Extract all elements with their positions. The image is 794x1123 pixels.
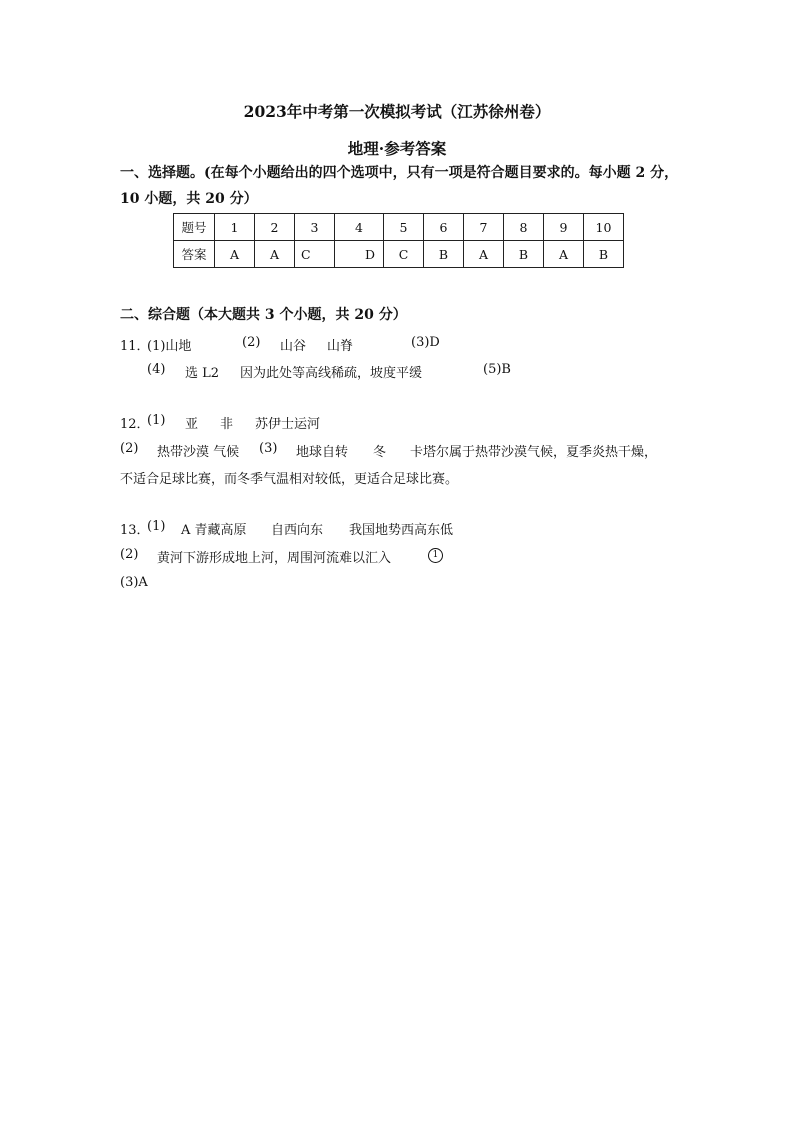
q13-part1-answer-b: 自西向东 [271,523,324,538]
answer-cell: A [464,241,504,268]
answer-cell: B [584,241,624,268]
q11-number: 11． [120,339,150,354]
q11-part2-answer-b: 山脊 [327,339,354,354]
q11-part3: (3)D [411,335,440,350]
circled-number-icon: 1 [428,548,443,563]
q12-part2-label: (2) [120,441,139,456]
q13-part3: (3)A [120,575,148,590]
answer-cell: D [335,241,384,268]
number-cell: 7 [464,214,504,241]
row-label-number: 题号 [174,214,215,241]
table-row-answers [174,241,624,268]
answer-cell: A [255,241,295,268]
q13-part1-answer-a: A 青藏高原 [181,523,247,538]
q13-part2-label: (2) [120,547,139,562]
q11-part4-answer-b: 因为此处等高线稀疏，坡度平缓 [240,366,423,381]
page-subtitle: 地理·参考答案 [347,139,447,158]
q12-part1-answer-b: 非 [220,417,234,432]
answer-cell: B [424,241,464,268]
answer-cell: B [504,241,544,268]
q12-part1-answer-a: 亚 [185,417,199,432]
answer-table [173,213,624,268]
q13-part1-answer-c: 我国地势西高东低 [349,523,454,538]
q11-part2-answer-a: 山谷 [280,339,307,354]
q11-part2-label: (2) [242,335,261,350]
number-cell: 8 [504,214,544,241]
q12-part3-answer-a: 地球自转 [296,445,349,460]
number-cell: 6 [424,214,464,241]
q12-number: 12． [120,417,150,432]
answer-cell: C [384,241,424,268]
q11-part5: (5)B [483,362,511,377]
q13-number: 13． [120,523,150,538]
q11-part4-label: (4) [147,362,166,377]
q12-part3-answer-d: 不适合足球比赛，而冬季气温相对较低，更适合足球比赛。 [120,472,459,487]
q11-part1: (1)山地 [147,339,192,354]
q12-part1-answer-c: 苏伊士运河 [255,417,321,432]
page-title: 2023年中考第一次模拟考试（江苏徐州卷） [243,102,551,121]
number-cell: 1 [215,214,255,241]
answer-cell: C [295,241,335,268]
row-label-answer: 答案 [174,241,215,268]
q12-part3-label: (3) [259,441,278,456]
answer-cell: A [215,241,255,268]
q13-part2-answer: 黄河下游形成地上河，周围河流难以汇入 [157,551,392,566]
q12-part3-answer-b: 冬 [373,445,387,460]
number-cell: 3 [295,214,335,241]
number-cell: 2 [255,214,295,241]
section1-heading-line2: 10 小题，共 20 分） [120,191,258,207]
section1-heading-line1: 一、选择题。(在每个小题给出的四个选项中，只有一项是符合题目要求的。每小题 2 分， [120,165,679,181]
q13-part1-label: (1) [147,519,166,534]
number-cell: 4 [335,214,384,241]
q12-part3-answer-c: 卡塔尔属于热带沙漠气候，夏季炎热干燥， [410,445,658,460]
number-cell: 9 [544,214,584,241]
section2-heading: 二、综合题（本大题共 3 个小题，共 20 分） [120,307,407,323]
number-cell: 10 [584,214,624,241]
q13-part2-circled-number [428,547,443,563]
table-row-numbers [174,214,624,241]
number-cell: 5 [384,214,424,241]
q12-part2-answer: 热带沙漠 气候 [157,445,240,460]
q12-part1-label: (1) [147,413,166,428]
q11-part4-answer-a: 选 L2 [185,366,220,381]
answer-cell: A [544,241,584,268]
